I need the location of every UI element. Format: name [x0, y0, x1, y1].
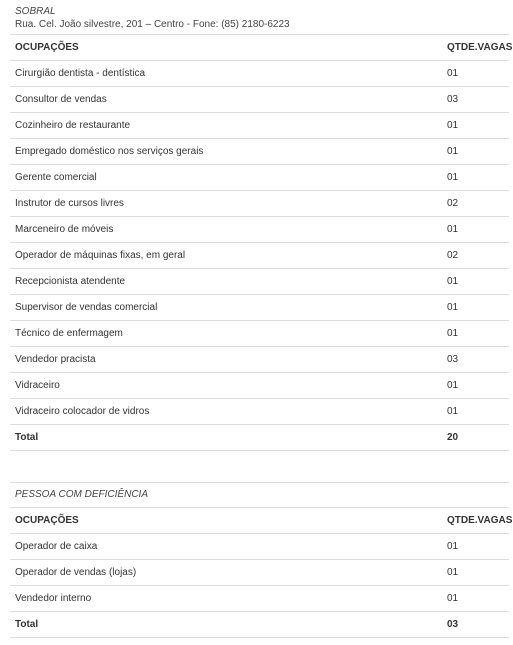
column-header-qty: QTDE.VAGAS: [447, 42, 513, 53]
total-row: [10, 425, 509, 451]
qty-cell: 01: [447, 380, 459, 391]
column-header-occupation: OCUPAÇÕES: [15, 515, 79, 526]
table-header-row: [10, 508, 513, 534]
table-row: [10, 243, 509, 269]
table-row: [10, 347, 509, 373]
qty-cell: 03: [447, 94, 459, 105]
qty-cell: 01: [447, 541, 459, 552]
occupation-cell: Técnico de enfermagem: [15, 328, 123, 339]
location-title: SOBRAL: [15, 6, 56, 17]
table-row: [10, 586, 509, 612]
column-header-occupation: OCUPAÇÕES: [15, 42, 79, 53]
table-row: [10, 295, 509, 321]
location-header: [10, 0, 509, 35]
table-row: [10, 139, 509, 165]
qty-cell: 01: [447, 567, 459, 578]
table-row: [10, 113, 509, 139]
jobs-table-pcd: [10, 482, 513, 638]
occupation-cell: Instrutor de cursos livres: [15, 198, 124, 209]
qty-cell: 01: [447, 120, 459, 131]
occupation-cell: Operador de caixa: [15, 541, 98, 552]
qty-cell: 01: [447, 68, 459, 79]
table-row: [10, 373, 509, 399]
qty-cell: 01: [447, 406, 459, 417]
jobs-table-sobral: [10, 0, 513, 451]
occupation-cell: Cirurgião dentista - dentística: [15, 68, 146, 79]
table-row: [10, 399, 509, 425]
total-value: 03: [447, 619, 459, 630]
occupation-cell: Vidraceiro colocador de vidros: [15, 406, 150, 417]
qty-cell: 02: [447, 250, 459, 261]
table-row: [10, 321, 509, 347]
table-row: [10, 217, 509, 243]
qty-cell: 01: [447, 224, 459, 235]
occupation-cell: Recepcionista atendente: [15, 276, 126, 287]
occupation-cell: Supervisor de vendas comercial: [15, 302, 158, 313]
table-row: [10, 534, 509, 560]
occupation-cell: Cozinheiro de restaurante: [15, 120, 131, 131]
occupation-cell: Vendedor pracista: [15, 354, 96, 365]
category-title: PESSOA COM DEFICIÊNCIA: [15, 489, 148, 500]
column-header-qty: QTDE.VAGAS: [447, 515, 513, 526]
occupation-cell: Consultor de vendas: [15, 94, 107, 105]
table-header-row: [10, 35, 513, 61]
total-row: [10, 612, 509, 638]
qty-cell: 01: [447, 328, 459, 339]
qty-cell: 03: [447, 354, 459, 365]
occupation-cell: Operador de máquinas fixas, em geral: [15, 250, 186, 261]
total-label: Total: [15, 619, 39, 630]
occupation-cell: Vidraceiro: [15, 380, 60, 391]
occupation-cell: Vendedor interno: [15, 593, 92, 604]
table-row: [10, 87, 509, 113]
qty-cell: 01: [447, 593, 459, 604]
occupation-cell: Operador de vendas (lojas): [15, 567, 137, 578]
table-row: [10, 560, 509, 586]
qty-cell: 01: [447, 146, 459, 157]
category-header: [10, 483, 509, 508]
table-row: [10, 269, 509, 295]
qty-cell: 01: [447, 276, 459, 287]
occupation-cell: Marceneiro de móveis: [15, 224, 114, 235]
occupation-cell: Gerente comercial: [15, 172, 97, 183]
qty-cell: 01: [447, 172, 459, 183]
table-row: [10, 165, 509, 191]
total-label: Total: [15, 432, 39, 443]
location-address: Rua. Cel. João silvestre, 201 – Centro - Fone: (85) 2180-6223: [15, 19, 290, 30]
table-row: [10, 191, 509, 217]
table-row: [10, 61, 509, 87]
qty-cell: 02: [447, 198, 459, 209]
occupation-cell: Empregado doméstico nos serviços gerais: [15, 146, 204, 157]
total-value: 20: [447, 432, 459, 443]
qty-cell: 01: [447, 302, 459, 313]
